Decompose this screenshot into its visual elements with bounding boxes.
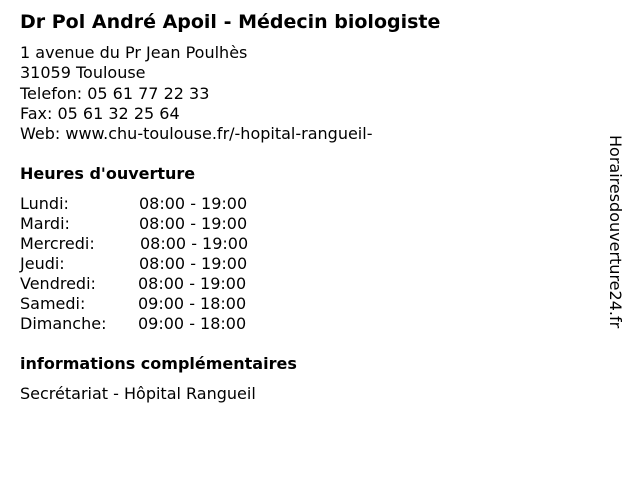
phone-number: Telefon: 05 61 77 22 33	[20, 83, 210, 103]
hours-time: 08:00 - 19:00	[138, 274, 247, 293]
hours-time: 08:00 - 19:00	[139, 214, 248, 233]
hours-day: Dimanche:	[20, 314, 107, 333]
hours-day: Vendredi:	[20, 274, 96, 293]
hours-day: Mardi:	[20, 214, 70, 233]
hours-time: 08:00 - 19:00	[139, 194, 248, 213]
page-title: Dr Pol André Apoil - Médecin biologiste	[20, 11, 441, 33]
address-block	[20, 43, 372, 144]
opening-hours-heading: Heures d'ouverture	[20, 164, 196, 183]
additional-info-heading: informations complémentaires	[20, 354, 297, 373]
hours-day: Jeudi:	[20, 254, 65, 273]
address-city: 31059 Toulouse	[20, 63, 146, 83]
address-street: 1 avenue du Pr Jean Poulhès	[20, 43, 248, 62]
hours-day: Mercredi:	[20, 234, 95, 253]
site-watermark: Horairesdouverture24.fr	[606, 135, 625, 329]
fax-number: Fax: 05 61 32 25 64	[20, 103, 180, 123]
hours-time: 09:00 - 18:00	[138, 314, 247, 333]
website-link: Web: www.chu-toulouse.fr/-hopital-rangueil-	[20, 124, 373, 144]
hours-day: Lundi:	[20, 194, 69, 213]
hours-time: 08:00 - 19:00	[139, 254, 248, 273]
additional-info-text: Secrétariat - Hôpital Rangueil	[20, 384, 256, 403]
hours-time: 09:00 - 18:00	[138, 294, 247, 313]
hours-day: Samedi:	[20, 294, 86, 313]
hours-time: 08:00 - 19:00	[140, 234, 249, 253]
